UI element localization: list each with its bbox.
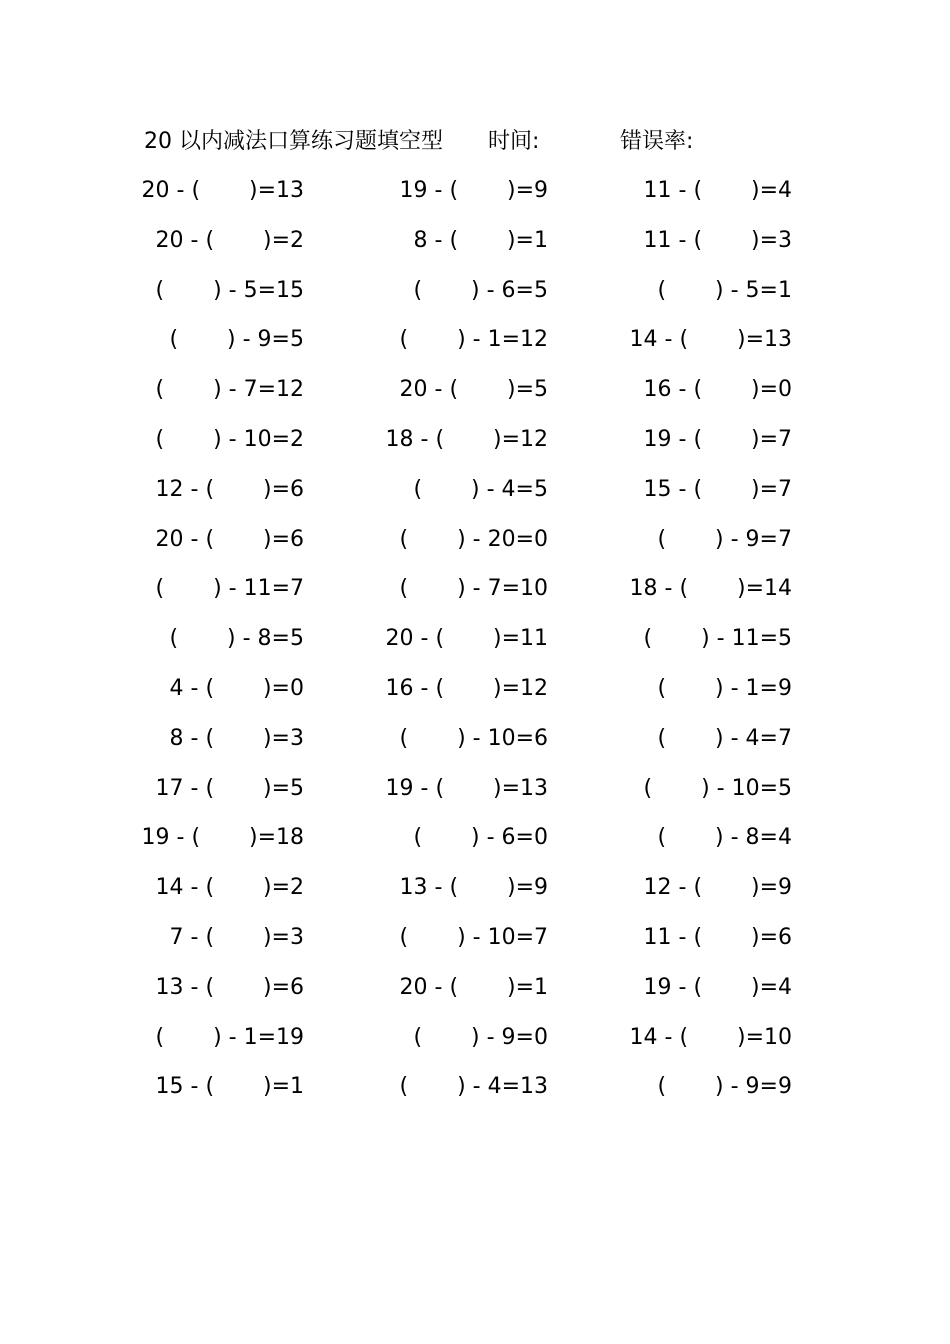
problem-item: 8 - ( )=3 <box>169 725 304 751</box>
problem-item: 17 - ( )=5 <box>155 775 304 801</box>
problem-row <box>0 972 950 1004</box>
problem-item: 15 - ( )=7 <box>643 476 792 502</box>
problem-row <box>0 1022 950 1054</box>
problem-item: 12 - ( )=9 <box>643 875 792 901</box>
problem-item: 20 - ( )=13 <box>141 178 304 203</box>
problem-item: ( ) - 9=7 <box>657 526 792 552</box>
problem-item: ( ) - 7=10 <box>399 576 548 602</box>
problem-item: 20 - ( )=6 <box>155 526 304 552</box>
problem-item: ( ) - 7=12 <box>155 377 304 403</box>
problem-item: 15 - ( )=1 <box>155 1074 304 1100</box>
problem-row <box>0 1071 950 1103</box>
problem-item: ( ) - 1=12 <box>399 327 548 353</box>
problem-item: 16 - ( )=0 <box>643 377 792 403</box>
error-rate-label: 错误率: <box>620 129 694 154</box>
problem-item: ( ) - 1=19 <box>155 1024 304 1050</box>
problem-item: 14 - ( )=10 <box>629 1024 792 1050</box>
problem-item: ( ) - 8=5 <box>169 626 304 652</box>
problem-row <box>0 175 950 207</box>
worksheet-header <box>0 126 950 158</box>
problem-item: 20 - ( )=5 <box>399 377 548 403</box>
problem-row <box>0 773 950 805</box>
problem-item: ( ) - 4=13 <box>399 1074 548 1100</box>
problem-item: 19 - ( )=13 <box>385 775 548 801</box>
problem-item: ( ) - 8=4 <box>657 825 792 851</box>
problem-row <box>0 275 950 307</box>
problem-row <box>0 922 950 954</box>
problem-item: 18 - ( )=14 <box>629 576 792 602</box>
problem-item: 11 - ( )=6 <box>643 925 792 950</box>
problem-item: 19 - ( )=18 <box>141 825 304 851</box>
problem-item: ( ) - 4=7 <box>657 725 792 751</box>
problem-row <box>0 474 950 506</box>
problem-item: 12 - ( )=6 <box>155 476 304 502</box>
problem-item: 13 - ( )=6 <box>155 974 304 1000</box>
problem-item: 16 - ( )=12 <box>385 676 548 701</box>
problem-item: ( ) - 9=0 <box>413 1024 548 1050</box>
problem-row <box>0 872 950 904</box>
problem-item: 11 - ( )=4 <box>643 178 792 203</box>
problem-row <box>0 573 950 605</box>
problem-row <box>0 822 950 854</box>
problem-row <box>0 374 950 406</box>
problem-item: 20 - ( )=11 <box>385 626 548 652</box>
problem-item: 11 - ( )=3 <box>643 227 792 253</box>
problem-item: ( ) - 10=6 <box>399 725 548 751</box>
problem-item: ( ) - 11=5 <box>643 626 792 652</box>
problem-item: ( ) - 20=0 <box>399 526 548 552</box>
problem-row <box>0 673 950 705</box>
problem-item: ( ) - 6=5 <box>413 277 548 303</box>
worksheet-title: 20 以内减法口算练习题填空型 <box>144 129 443 154</box>
time-label: 时间: <box>488 129 540 154</box>
problem-item: 8 - ( )=1 <box>413 227 548 253</box>
problem-item: ( ) - 10=2 <box>155 427 304 452</box>
problem-row <box>0 324 950 356</box>
problem-item: 14 - ( )=2 <box>155 875 304 901</box>
problem-item: ( ) - 10=5 <box>643 775 792 801</box>
problem-item: ( ) - 1=9 <box>657 676 792 701</box>
problem-item: 7 - ( )=3 <box>169 925 304 950</box>
problem-row <box>0 623 950 655</box>
problem-item: 18 - ( )=12 <box>385 427 548 452</box>
problem-item: ( ) - 9=5 <box>169 327 304 353</box>
problem-item: 19 - ( )=7 <box>643 427 792 452</box>
problem-item: 14 - ( )=13 <box>629 327 792 353</box>
problem-item: ( ) - 9=9 <box>657 1074 792 1100</box>
problem-item: ( ) - 5=1 <box>657 277 792 303</box>
problem-item: ( ) - 5=15 <box>155 277 304 303</box>
problem-item: 19 - ( )=9 <box>399 178 548 203</box>
problem-item: ( ) - 10=7 <box>399 925 548 950</box>
problem-item: 19 - ( )=4 <box>643 974 792 1000</box>
problem-item: 13 - ( )=9 <box>399 875 548 901</box>
problem-row <box>0 225 950 257</box>
problem-item: ( ) - 11=7 <box>155 576 304 602</box>
problem-item: ( ) - 6=0 <box>413 825 548 851</box>
problem-item: 20 - ( )=1 <box>399 974 548 1000</box>
problem-item: 20 - ( )=2 <box>155 227 304 253</box>
problem-item: 4 - ( )=0 <box>169 676 304 701</box>
problem-row <box>0 524 950 556</box>
problem-item: ( ) - 4=5 <box>413 476 548 502</box>
problem-row <box>0 723 950 755</box>
problem-row <box>0 424 950 456</box>
